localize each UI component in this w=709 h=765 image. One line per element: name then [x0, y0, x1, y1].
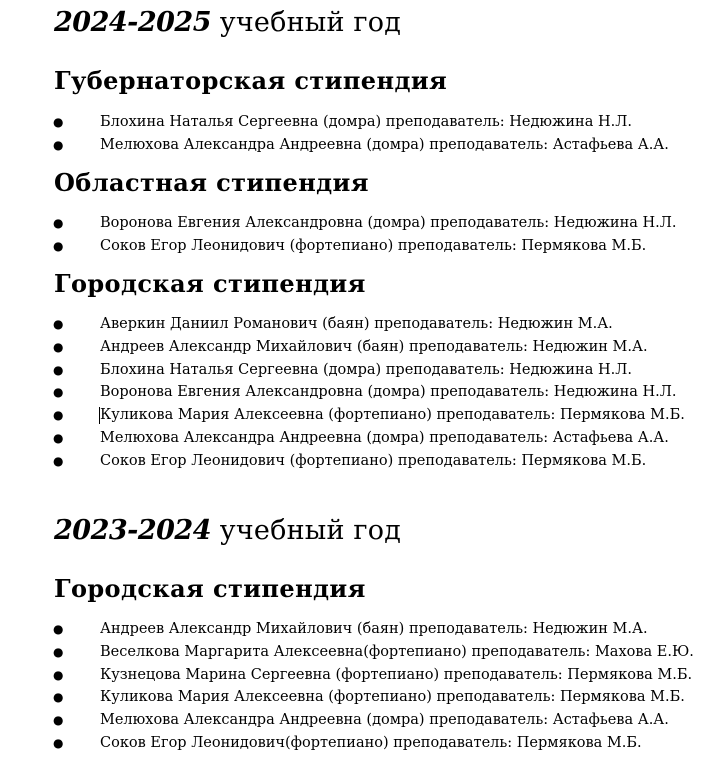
list-item-text: Соков Егор Леонидович (фортепиано) преподаватель: Пермякова М.Б. [100, 237, 647, 254]
bullet-icon: ● [53, 735, 64, 750]
bullet-icon: ● [53, 690, 64, 705]
year-number: 2023-2024 [54, 515, 211, 546]
list-item-text: Аверкин Даниил Романович (баян) преподаватель: Недюжин М.А. [100, 316, 613, 332]
bullet-icon: ● [53, 644, 64, 659]
list-city [0, 313, 709, 473]
year-suffix: учебный год [219, 7, 402, 38]
list-item-text: Андреев Александр Михайлович (баян) преподаватель: Недюжин М.А. [100, 621, 648, 637]
section-heading-regional: Областная стипендия [54, 168, 369, 197]
list-item-text: Мелюхова Александра Андреевна (домра) преподаватель: Астафьева А.А. [100, 712, 669, 729]
list-item [0, 404, 709, 427]
bullet-icon: ● [53, 115, 64, 129]
list-item-text: Веселкова Маргарита Алексеевна(фортепиано) преподаватель: Махова Е.Ю. [100, 643, 694, 660]
list-item-text: Блохина Наталья Сергеевна (домра) преподаватель: Недюжина Н.Л. [100, 114, 632, 130]
list-item [0, 427, 709, 450]
list-item [0, 641, 709, 664]
bullet-icon: ● [53, 362, 64, 377]
list-item [0, 235, 709, 258]
list-item [0, 134, 709, 157]
list-item [0, 212, 709, 235]
list-item-text: Воронова Евгения Александровна (домра) преподаватель: Недюжина Н.Л. [100, 384, 677, 401]
bullet-icon: ● [53, 713, 64, 728]
year-heading-2023-2024 [54, 514, 401, 548]
list-item [0, 381, 709, 404]
list-item-text: Мелюхова Александра Андреевна (домра) преподаватель: Астафьева А.А. [100, 429, 669, 446]
list-item-text: Воронова Евгения Александровна (домра) преподаватель: Недюжина Н.Л. [100, 215, 677, 231]
list-item-text: Куликова Мария Алексеевна (фортепиано) преподаватель: Пермякова М.Б. [100, 689, 685, 706]
list-item [0, 664, 709, 687]
list-item [0, 618, 709, 641]
section-heading-governor: Губернаторская стипендия [54, 66, 448, 95]
list-regional [0, 212, 709, 258]
list-item-text: Соков Егор Леонидович(фортепиано) преподаватель: Пермякова М.Б. [100, 734, 642, 751]
list-item [0, 709, 709, 732]
list-item-text: Куликова Мария Алексеевна (фортепиано) преподаватель: Пермякова М.Б. [100, 407, 685, 424]
section-heading-city-2023: Городская стипендия [54, 574, 366, 603]
bullet-icon: ● [53, 430, 64, 445]
list-item [0, 450, 709, 473]
year-heading-2024-2025 [54, 6, 401, 40]
list-item-text: Мелюхова Александра Андреевна (домра) преподаватель: Астафьева А.А. [100, 136, 669, 153]
list-item-text: Андреев Александр Михайлович (баян) преподаватель: Недюжин М.А. [100, 338, 648, 355]
list-item [0, 111, 709, 134]
bullet-icon: ● [53, 667, 64, 682]
bullet-icon: ● [53, 453, 64, 468]
list-item [0, 313, 709, 336]
year-number: 2024-2025 [54, 7, 211, 38]
year-suffix: учебный год [219, 515, 402, 546]
list-city-2023 [0, 618, 709, 755]
list-item [0, 359, 709, 382]
bullet-icon: ● [53, 317, 64, 331]
list-item-text: Соков Егор Леонидович (фортепиано) преподаватель: Пермякова М.Б. [100, 452, 647, 469]
list-item [0, 336, 709, 359]
list-item-text: Кузнецова Марина Сергеевна (фортепиано) преподаватель: Пермякова М.Б. [100, 666, 693, 683]
bullet-icon: ● [53, 216, 64, 230]
section-heading-city: Городская стипендия [54, 269, 366, 298]
bullet-icon: ● [53, 408, 64, 423]
bullet-icon: ● [53, 385, 64, 400]
bullet-icon: ● [53, 339, 64, 354]
list-item-text: Блохина Наталья Сергеевна (домра) преподаватель: Недюжина Н.Л. [100, 361, 632, 378]
bullet-icon: ● [53, 137, 64, 152]
bullet-icon: ● [53, 622, 64, 636]
list-governor [0, 111, 709, 157]
bullet-icon: ● [53, 238, 64, 253]
list-item [0, 686, 709, 709]
list-item [0, 732, 709, 755]
